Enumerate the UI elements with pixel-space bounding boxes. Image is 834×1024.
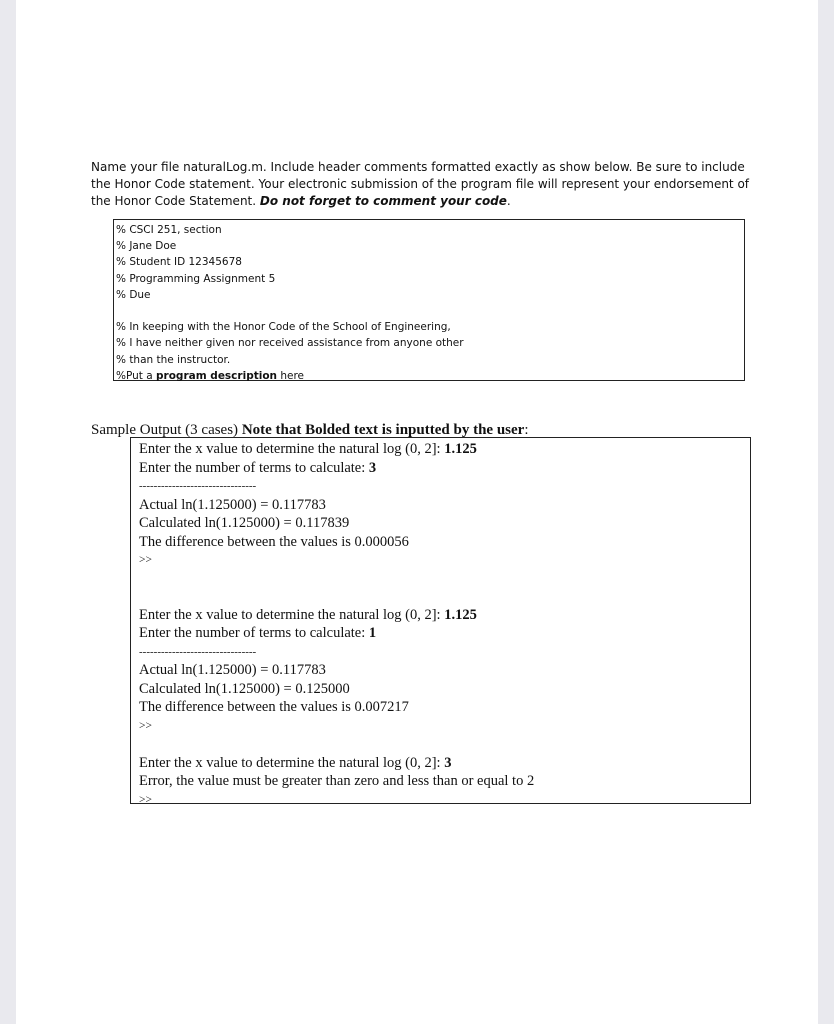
case3-prompt-x [139, 754, 750, 773]
user-input: 3 [444, 754, 452, 771]
prompt-text: Enter the x value to determine the natural log (0, 2]: [139, 441, 445, 457]
case2-calculated: Calculated ln(1.125000) = 0.125000 [139, 680, 350, 697]
header-line: % Due [116, 288, 151, 301]
intro-paragraph [91, 159, 751, 210]
description-prefix: %Put a [116, 369, 157, 382]
honor-line: % I have neither given nor received assistance from anyone other [116, 337, 464, 350]
case1-calculated: Calculated ln(1.125000) = 0.117839 [139, 515, 350, 531]
case1-dashes: -------------------------------- [139, 480, 257, 492]
description-bold: program description [156, 369, 278, 382]
case2-prompt-x [139, 606, 750, 625]
user-input: 1.125 [444, 606, 477, 623]
case1-difference: The difference between the values is 0.000056 [139, 533, 409, 550]
case2-command-prompt: >> [139, 719, 152, 732]
header-comments-box [113, 219, 745, 381]
case2-actual: Actual ln(1.125000) = 0.117783 [139, 662, 326, 678]
sample-title-bold: Note that Bolded text is inputted by the user [241, 422, 525, 438]
case2-prompt-terms [139, 624, 750, 643]
prompt-text: Enter the x value to determine the natural log (0, 2]: [139, 754, 445, 771]
intro-emphasis: Do not forget to comment your code [259, 194, 507, 208]
sample-title-end: : [524, 422, 529, 438]
prompt-text: Enter the number of terms to calculate: [139, 625, 369, 641]
user-input: 3 [368, 459, 377, 476]
honor-line: % than the instructor. [116, 353, 231, 366]
header-spacer [116, 303, 744, 319]
description-suffix: here [277, 369, 305, 382]
case1-prompt-x [139, 440, 750, 459]
header-line: % Student ID 12345678 [116, 256, 242, 269]
case3-error: Error, the value must be greater than zero and less than or equal to 2 [139, 773, 535, 789]
user-input: 1.125 [444, 441, 477, 457]
user-input: 1 [368, 625, 377, 641]
case2-dashes: -------------------------------- [139, 645, 257, 658]
case1-command-prompt: >> [139, 554, 152, 566]
sample-title-plain: Sample Output (3 cases) [91, 422, 242, 438]
header-line: % Programming Assignment 5 [116, 272, 276, 285]
prompt-text: Enter the number of terms to calculate: [139, 459, 369, 476]
header-line: % Jane Doe [116, 240, 177, 253]
case1-actual: Actual ln(1.125000) = 0.117783 [139, 496, 326, 513]
description-line [116, 368, 744, 384]
prompt-text: Enter the x value to determine the natural log (0, 2]: [139, 606, 445, 623]
honor-line: % In keeping with the Honor Code of the School of Engineering, [116, 321, 451, 334]
intro-end: . [506, 194, 511, 208]
case-gap [139, 735, 750, 754]
case1-prompt-terms [139, 459, 750, 478]
case3-command-prompt: >> [139, 793, 152, 806]
header-line: % CSCI 251, section [116, 224, 222, 236]
case-gap [139, 570, 750, 588]
case2-difference: The difference between the values is 0.007217 [139, 699, 409, 715]
case-gap [139, 588, 750, 606]
sample-output-box [130, 437, 751, 804]
intro-text: Name your file naturalLog.m. Include header comments formatted exactly as show below. Be sure to include the Honor Code statement. Your electronic submission of the program file will represent your endorsement of the Honor Code Statement. [91, 160, 750, 208]
